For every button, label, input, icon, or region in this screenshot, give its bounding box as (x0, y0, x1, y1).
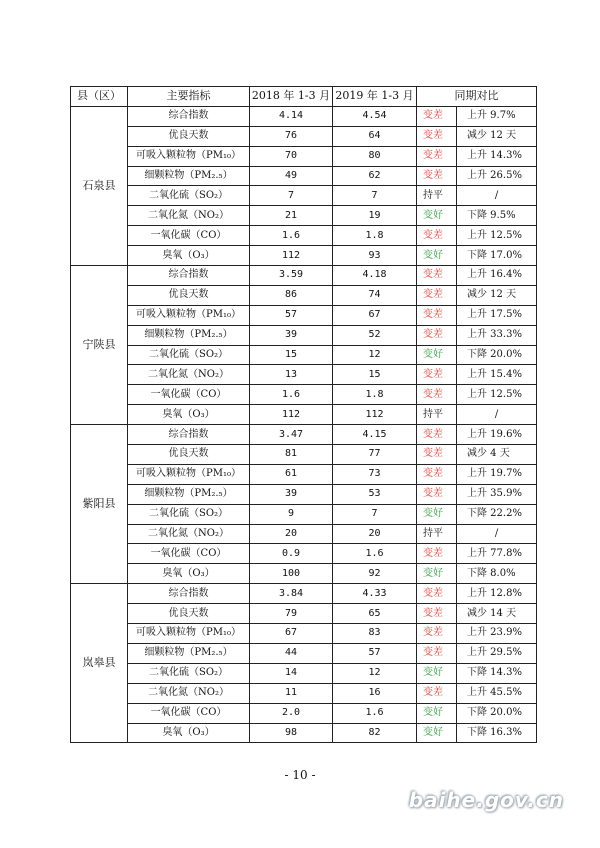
table-row (71, 425, 537, 445)
indicator-cell: 臭氧（O₃） (128, 246, 250, 266)
change-cell: 上升 33.3% (457, 325, 537, 345)
change-cell: 下降 20.0% (457, 345, 537, 365)
indicator-cell: 可吸入颗粒物（PM₁₀） (128, 624, 250, 644)
status-cell: 变差 (417, 624, 457, 644)
value-2019-cell: 1.6 (333, 544, 417, 564)
value-2018-cell: 15 (250, 345, 333, 365)
header-indicator: 主要指标 (128, 87, 250, 107)
change-cell: 上升 45.5% (457, 683, 537, 703)
change-cell: 上升 15.4% (457, 365, 537, 385)
county-cell: 宁陕县 (71, 266, 128, 425)
value-2019-cell: 7 (333, 504, 417, 524)
table-row (71, 544, 537, 564)
value-2019-cell: 15 (333, 365, 417, 385)
value-2018-cell: 21 (250, 206, 333, 226)
status-cell: 变差 (417, 146, 457, 166)
status-cell: 变好 (417, 504, 457, 524)
change-cell: 下降 16.3% (457, 723, 537, 743)
status-cell: 变差 (417, 385, 457, 405)
indicator-cell: 一氧化碳（CO） (128, 385, 250, 405)
status-cell: 变差 (417, 266, 457, 286)
header-2019: 2019 年 1-3 月 (333, 87, 417, 107)
header-county: 县（区） (71, 87, 128, 107)
table-row (71, 106, 537, 126)
status-cell: 变差 (417, 425, 457, 445)
change-cell: 下降 8.0% (457, 564, 537, 584)
indicator-cell: 二氧化硫（SO₂） (128, 663, 250, 683)
table-row (71, 445, 537, 465)
value-2018-cell: 4.14 (250, 106, 333, 126)
indicator-cell: 二氧化硫（SO₂） (128, 345, 250, 365)
table-row (71, 206, 537, 226)
status-cell: 变差 (417, 445, 457, 465)
value-2018-cell: 13 (250, 365, 333, 385)
value-2019-cell: 73 (333, 464, 417, 484)
value-2018-cell: 49 (250, 166, 333, 186)
value-2019-cell: 1.8 (333, 226, 417, 246)
indicator-cell: 细颗粒物（PM₂.₅） (128, 484, 250, 504)
value-2019-cell: 64 (333, 126, 417, 146)
value-2019-cell: 4.54 (333, 106, 417, 126)
indicator-cell: 综合指数 (128, 106, 250, 126)
table-row (71, 504, 537, 524)
table-row (71, 226, 537, 246)
status-cell: 变差 (417, 305, 457, 325)
value-2018-cell: 3.47 (250, 425, 333, 445)
table-row (71, 604, 537, 624)
value-2019-cell: 16 (333, 683, 417, 703)
status-cell: 变差 (417, 683, 457, 703)
table-row (71, 624, 537, 644)
site-watermark: baihe.gov.cn (408, 788, 564, 812)
indicator-cell: 可吸入颗粒物（PM₁₀） (128, 305, 250, 325)
value-2019-cell: 83 (333, 624, 417, 644)
status-cell: 变差 (417, 604, 457, 624)
value-2018-cell: 44 (250, 643, 333, 663)
status-cell: 持平 (417, 405, 457, 425)
status-cell: 变差 (417, 365, 457, 385)
status-cell: 变差 (417, 484, 457, 504)
indicator-cell: 臭氧（O₃） (128, 564, 250, 584)
table-body (71, 106, 537, 743)
indicator-cell: 可吸入颗粒物（PM₁₀） (128, 146, 250, 166)
indicator-cell: 优良天数 (128, 604, 250, 624)
county-cell: 紫阳县 (71, 425, 128, 584)
indicator-cell: 一氧化碳（CO） (128, 703, 250, 723)
value-2018-cell: 3.59 (250, 266, 333, 286)
header-comparison: 同期对比 (417, 87, 537, 107)
value-2019-cell: 7 (333, 186, 417, 206)
indicator-cell: 二氧化硫（SO₂） (128, 504, 250, 524)
status-cell: 变差 (417, 226, 457, 246)
value-2018-cell: 20 (250, 524, 333, 544)
indicator-cell: 二氧化氮（NO₂） (128, 365, 250, 385)
value-2018-cell: 100 (250, 564, 333, 584)
table-row (71, 643, 537, 663)
value-2019-cell: 20 (333, 524, 417, 544)
indicator-cell: 二氧化氮（NO₂） (128, 683, 250, 703)
value-2018-cell: 112 (250, 405, 333, 425)
status-cell: 变好 (417, 206, 457, 226)
table-row (71, 285, 537, 305)
change-cell: 减少 14 天 (457, 604, 537, 624)
change-cell: 上升 23.9% (457, 624, 537, 644)
table-row (71, 464, 537, 484)
value-2019-cell: 92 (333, 564, 417, 584)
change-cell: 上升 35.9% (457, 484, 537, 504)
change-cell: 上升 29.5% (457, 643, 537, 663)
table-row (71, 524, 537, 544)
status-cell: 变差 (417, 106, 457, 126)
indicator-cell: 一氧化碳（CO） (128, 544, 250, 564)
value-2019-cell: 62 (333, 166, 417, 186)
value-2019-cell: 1.6 (333, 703, 417, 723)
status-cell: 变差 (417, 584, 457, 604)
indicator-cell: 二氧化氮（NO₂） (128, 206, 250, 226)
change-cell: 上升 14.3% (457, 146, 537, 166)
value-2018-cell: 70 (250, 146, 333, 166)
change-cell: 上升 12.8% (457, 584, 537, 604)
indicator-cell: 综合指数 (128, 425, 250, 445)
indicator-cell: 综合指数 (128, 266, 250, 286)
table-row (71, 365, 537, 385)
status-cell: 持平 (417, 524, 457, 544)
indicator-cell: 优良天数 (128, 445, 250, 465)
header-2018: 2018 年 1-3 月 (250, 87, 333, 107)
value-2019-cell: 12 (333, 345, 417, 365)
status-cell: 变差 (417, 464, 457, 484)
indicator-cell: 一氧化碳（CO） (128, 226, 250, 246)
table-row (71, 266, 537, 286)
table-row (71, 683, 537, 703)
value-2019-cell: 77 (333, 445, 417, 465)
value-2018-cell: 2.0 (250, 703, 333, 723)
value-2019-cell: 112 (333, 405, 417, 425)
status-cell: 变好 (417, 564, 457, 584)
table-row (71, 325, 537, 345)
indicator-cell: 优良天数 (128, 285, 250, 305)
table-row (71, 305, 537, 325)
change-cell: 上升 19.7% (457, 464, 537, 484)
value-2018-cell: 98 (250, 723, 333, 743)
value-2018-cell: 14 (250, 663, 333, 683)
indicator-cell: 可吸入颗粒物（PM₁₀） (128, 464, 250, 484)
table-row (71, 723, 537, 743)
value-2019-cell: 1.8 (333, 385, 417, 405)
table-row (71, 126, 537, 146)
status-cell: 持平 (417, 186, 457, 206)
indicator-cell: 细颗粒物（PM₂.₅） (128, 166, 250, 186)
change-cell: 下降 20.0% (457, 703, 537, 723)
page-number: - 10 - (284, 768, 316, 782)
indicator-cell: 细颗粒物（PM₂.₅） (128, 325, 250, 345)
value-2018-cell: 76 (250, 126, 333, 146)
air-quality-table (70, 86, 537, 743)
value-2019-cell: 67 (333, 305, 417, 325)
value-2019-cell: 93 (333, 246, 417, 266)
table-row (71, 146, 537, 166)
indicator-cell: 优良天数 (128, 126, 250, 146)
change-cell: 上升 12.5% (457, 385, 537, 405)
table-row (71, 663, 537, 683)
value-2018-cell: 112 (250, 246, 333, 266)
value-2018-cell: 0.9 (250, 544, 333, 564)
status-cell: 变好 (417, 723, 457, 743)
table-row (71, 584, 537, 604)
change-cell: 上升 17.5% (457, 305, 537, 325)
change-cell: 下降 9.5% (457, 206, 537, 226)
value-2018-cell: 79 (250, 604, 333, 624)
table-row (71, 345, 537, 365)
table-row (71, 186, 537, 206)
table-row (71, 246, 537, 266)
value-2018-cell: 3.84 (250, 584, 333, 604)
value-2018-cell: 86 (250, 285, 333, 305)
change-cell: / (457, 405, 537, 425)
value-2019-cell: 4.15 (333, 425, 417, 445)
county-cell: 岚皋县 (71, 584, 128, 743)
change-cell: 上升 16.4% (457, 266, 537, 286)
table-row (71, 703, 537, 723)
value-2018-cell: 81 (250, 445, 333, 465)
table-row (71, 564, 537, 584)
status-cell: 变差 (417, 126, 457, 146)
indicator-cell: 二氧化氮（NO₂） (128, 524, 250, 544)
change-cell: 减少 12 天 (457, 126, 537, 146)
value-2018-cell: 57 (250, 305, 333, 325)
change-cell: 上升 9.7% (457, 106, 537, 126)
change-cell: 下降 14.3% (457, 663, 537, 683)
change-cell: / (457, 186, 537, 206)
value-2018-cell: 11 (250, 683, 333, 703)
table-row (71, 385, 537, 405)
value-2018-cell: 9 (250, 504, 333, 524)
value-2018-cell: 39 (250, 325, 333, 345)
change-cell: 上升 26.5% (457, 166, 537, 186)
indicator-cell: 细颗粒物（PM₂.₅） (128, 643, 250, 663)
indicator-cell: 臭氧（O₃） (128, 405, 250, 425)
status-cell: 变差 (417, 544, 457, 564)
status-cell: 变好 (417, 345, 457, 365)
status-cell: 变差 (417, 643, 457, 663)
value-2018-cell: 39 (250, 484, 333, 504)
status-cell: 变差 (417, 285, 457, 305)
change-cell: 上升 19.6% (457, 425, 537, 445)
status-cell: 变好 (417, 703, 457, 723)
change-cell: 上升 77.8% (457, 544, 537, 564)
change-cell: 下降 22.2% (457, 504, 537, 524)
table-row (71, 405, 537, 425)
change-cell: 下降 17.0% (457, 246, 537, 266)
value-2018-cell: 1.6 (250, 385, 333, 405)
value-2019-cell: 65 (333, 604, 417, 624)
status-cell: 变差 (417, 325, 457, 345)
value-2019-cell: 80 (333, 146, 417, 166)
value-2019-cell: 4.33 (333, 584, 417, 604)
change-cell: 减少 4 天 (457, 445, 537, 465)
value-2018-cell: 1.6 (250, 226, 333, 246)
value-2019-cell: 82 (333, 723, 417, 743)
value-2019-cell: 19 (333, 206, 417, 226)
table-row (71, 166, 537, 186)
value-2019-cell: 12 (333, 663, 417, 683)
value-2018-cell: 61 (250, 464, 333, 484)
value-2019-cell: 52 (333, 325, 417, 345)
table-row (71, 484, 537, 504)
indicator-cell: 臭氧（O₃） (128, 723, 250, 743)
change-cell: / (457, 524, 537, 544)
indicator-cell: 综合指数 (128, 584, 250, 604)
county-cell: 石泉县 (71, 106, 128, 265)
change-cell: 减少 12 天 (457, 285, 537, 305)
value-2019-cell: 4.18 (333, 266, 417, 286)
value-2018-cell: 7 (250, 186, 333, 206)
value-2019-cell: 53 (333, 484, 417, 504)
value-2019-cell: 57 (333, 643, 417, 663)
status-cell: 变差 (417, 166, 457, 186)
status-cell: 变好 (417, 246, 457, 266)
value-2019-cell: 74 (333, 285, 417, 305)
indicator-cell: 二氧化硫（SO₂） (128, 186, 250, 206)
status-cell: 变好 (417, 663, 457, 683)
change-cell: 上升 12.5% (457, 226, 537, 246)
value-2018-cell: 67 (250, 624, 333, 644)
table-header-row (71, 87, 537, 107)
